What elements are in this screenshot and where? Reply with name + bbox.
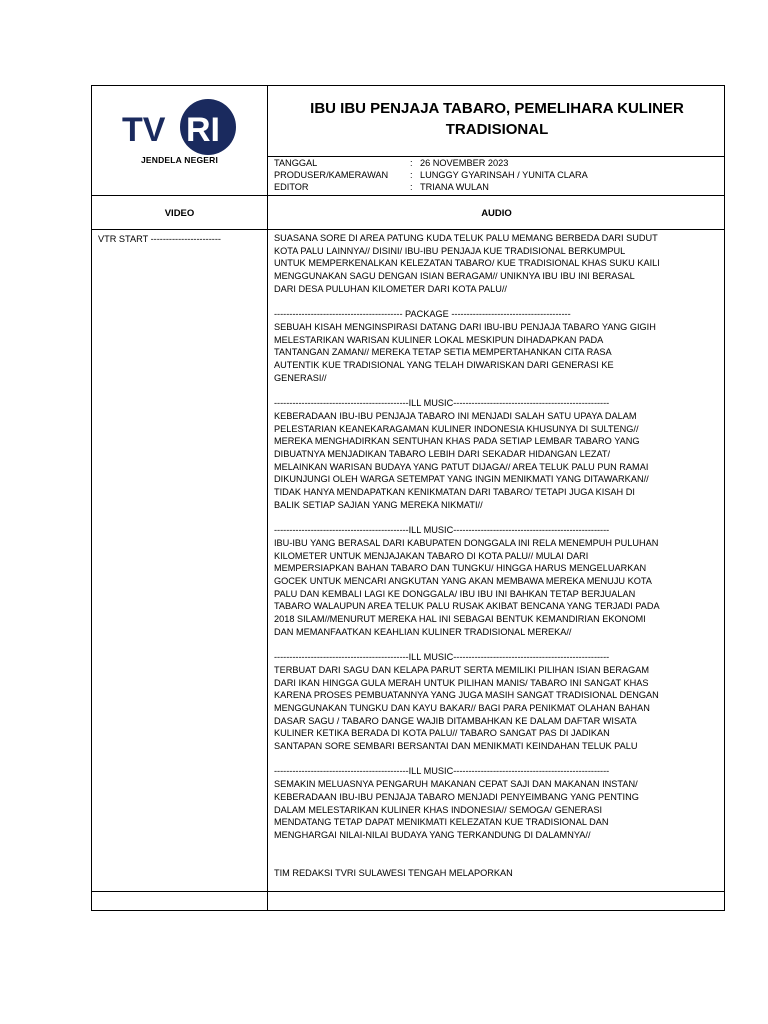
audio-line: DIKUNJUNGI OLEH WARGA SETEMPAT YANG INGIN MENIKMATI YANG DITAWARKAN// (274, 474, 649, 485)
audio-line: IBU-IBU YANG BERASAL DARI KABUPATEN DONGGALA INI RELA MENEMPUH PULUHAN (274, 537, 659, 548)
header-bottom-divider (92, 195, 725, 196)
meta-row-date (274, 157, 588, 169)
audio-line: SUASANA SORE DI AREA PATUNG KUDA TELUK PALU MEMANG BERBEDA DARI SUDUT (274, 233, 658, 243)
meta-value: LUNGGY GYARINSAH / YUNITA CLARA (420, 170, 588, 180)
audio-line: DAN MEMANFAATKAN KEAHLIAN KULINER TRADISIONAL MEREKA// (274, 626, 572, 637)
meta-row-producer (274, 169, 588, 181)
audio-line: KULINER KETIKA BERADA DI KOTA PALU// TABARO SANGAT PAS DI JADIKAN (274, 728, 610, 739)
audio-script (274, 232, 722, 879)
package-divider: ------------------------------------------ PACKAGE --------------------------------------- (274, 309, 571, 320)
meta-label: EDITOR (274, 182, 309, 192)
audio-line: MENDATANG TETAP DAPAT MENIKMATI KELEZATAN KUE TRADISIONAL DAN (274, 817, 609, 828)
audio-line: PELESTARIAN KEANEKARAGAMAN KULINER INDONESIA KHUSUNYA DI SULTENG// (274, 423, 639, 434)
audio-line: SANTAPAN SORE SEMBARI BERSANTAI DAN MENIKMATI KEINDAHAN TELUK PALU (274, 741, 638, 752)
audio-line: GENERASI// (274, 372, 327, 383)
audio-line: BALIK SETIAP SAJIAN YANG MEREKA NIKMATI// (274, 499, 483, 510)
logo-ri-text: RI (186, 111, 220, 149)
meta-value: 26 NOVEMBER 2023 (420, 158, 509, 168)
audio-line: DASAR SAGU / TABARO DANGE WAJIB DITAMBAHKAN KE DALAM DAFTAR WISATA (274, 715, 637, 726)
vtr-start-cue: VTR START ----------------------- (98, 234, 221, 244)
video-column-header: VIDEO (164, 208, 195, 219)
footer-divider (92, 891, 725, 892)
audio-line: MENGGUNAKAN TUNGKU DAN KAYU BAKAR// BAGI PARA PENIKMAT OLAHAN BAHAN (274, 702, 650, 713)
audio-line: TABARO WALAUPUN AREA TELUK PALU RUSAK AKIBAT BENCANA YANG TERJADI PADA (274, 601, 660, 612)
audio-line: MEREKA MENGHADIRKAN SENTUHAN KHAS PADA SETIAP LEMBAR TABARO YANG (274, 436, 640, 447)
audio-line: DALAM MELESTARIKAN KULINER KHAS INDONESIA// SEMOGA/ GENERASI (274, 804, 603, 815)
audio-line: KARENA PROSES PEMBUATANNYA YANG JUGA MASIH SANGAT TRADISIONAL DENGAN (274, 690, 659, 701)
ill-music-divider: --------------------------------------------ILL MUSIC--------------------------------------------------- (274, 766, 610, 777)
audio-line: TERBUAT DARI SAGU DAN KELAPA PARUT SERTA MEMILIKI PILIHAN ISIAN BERAGAM (274, 664, 650, 675)
audio-line: 2018 SILAM//MENURUT MEREKA HAL INI SEBAGAI BENTUK KEMANDIRIAN EKONOMI (274, 614, 646, 625)
title-line-2: TRADISIONAL (445, 121, 549, 138)
script-sheet (91, 85, 725, 911)
audio-line: UNTUK MEMPERKENALKAN KELEZATAN TABARO/ KUE TRADISIONAL KHAS SUKU KAILI (274, 258, 660, 269)
ill-music-divider: --------------------------------------------ILL MUSIC--------------------------------------------------- (274, 652, 610, 663)
column-head-divider (92, 229, 725, 230)
audio-line: KEBERADAAN IBU-IBU PENJAJA TABARO INI MENJADI SALAH SATU UPAYA DALAM (274, 410, 637, 421)
audio-line: MELAINKAN WARISAN BUDAYA YANG PATUT DIJAGA// AREA TELUK PALU PUN RAMAI (274, 461, 649, 472)
meta-sep: : (410, 158, 413, 168)
tvri-logo (120, 99, 238, 155)
audio-line: TANTANGAN ZAMAN// MEREKA TETAP SETIA MEMPERTAHANKAN CITA RASA (274, 347, 612, 358)
meta-sep: : (410, 182, 413, 192)
audio-line: PALU DAN KEMBALI LAGI KE DONGGALA/ IBU IBU INI BAHKAN TETAP BERJUALAN (274, 588, 636, 599)
logo-tv-text: TV (122, 111, 166, 149)
audio-line: DARI IKAN HINGGA GULA MERAH UNTUK PILIHAN MANIS/ TABARO INI SANGAT KHAS (274, 677, 649, 688)
audio-line: KOTA PALU LAINNYA// DISINI/ IBU-IBU PENJAJA KUE TRADISIONAL BERKUMPUL (274, 245, 626, 256)
audio-column-header: AUDIO (481, 208, 512, 219)
closing-line: TIM REDAKSI TVRI SULAWESI TENGAH MELAPORKAN (274, 867, 513, 878)
ill-music-divider: --------------------------------------------ILL MUSIC--------------------------------------------------- (274, 525, 610, 536)
audio-line: MENGHARGAI NILAI-NILAI BUDAYA YANG TERKANDUNG DI DALAMNYA// (274, 829, 591, 840)
audio-line: MELESTARIKAN WARISAN KULINER LOKAL MESKIPUN DIHADAPKAN PADA (274, 334, 604, 345)
audio-line: MENGGUNAKAN SAGU DENGAN ISIAN BERAGAM// UNIKNYA IBU IBU INI BERASAL (274, 271, 635, 282)
page-title (268, 98, 726, 140)
audio-line: GOCEK UNTUK MENCARI ANGKUTAN YANG AKAN MEMBAWA MEREKA MENUJU KOTA (274, 575, 652, 586)
audio-line: MEMPERSIAPKAN BAHAN TABARO DAN TUNGKU/ HINGGA HARUS MENGELUARKAN (274, 563, 647, 574)
meta-block (274, 157, 588, 193)
meta-value: TRIANA WULAN (420, 182, 489, 192)
audio-line: TIDAK HANYA MENDAPATKAN KENIKMATAN DARI TABARO/ TETAPI JUGA KISAH DI (274, 487, 635, 498)
meta-label: TANGGAL (274, 158, 318, 168)
audio-line: KEBERADAAN IBU-IBU PENJAJA TABARO MENJADI PENYEIMBANG YANG PENTING (274, 791, 639, 802)
meta-row-editor (274, 181, 588, 193)
ill-music-divider: --------------------------------------------ILL MUSIC--------------------------------------------------- (274, 398, 610, 409)
meta-label: PRODUSER/KAMERAWAN (274, 170, 389, 180)
logo-subtitle: JENDELA NEGERI (140, 155, 219, 165)
audio-line: AUTENTIK KUE TRADISIONAL YANG TELAH DIWARISKAN DARI GENERASI KE (274, 360, 614, 371)
audio-line: DARI DESA PULUHAN KILOMETER DARI KOTA PALU// (274, 283, 507, 294)
audio-line: SEMAKIN MELUASNYA PENGARUH MAKANAN CEPAT SAJI DAN MAKANAN INSTAN/ (274, 779, 638, 790)
title-line-1: IBU IBU PENJAJA TABARO, PEMELIHARA KULINER (310, 100, 684, 117)
audio-line: KILOMETER UNTUK MENJAJAKAN TABARO DI KOTA PALU// MULAI DARI (274, 550, 589, 561)
audio-line: SEBUAH KISAH MENGINSPIRASI DATANG DARI IBU-IBU PENJAJA TABARO YANG GIGIH (274, 321, 656, 332)
meta-sep: : (410, 170, 413, 180)
audio-line: DIBUATNYA MENJADIKAN TABARO LEBIH DARI SEKADAR HIDANGAN LEZAT/ (274, 448, 611, 459)
